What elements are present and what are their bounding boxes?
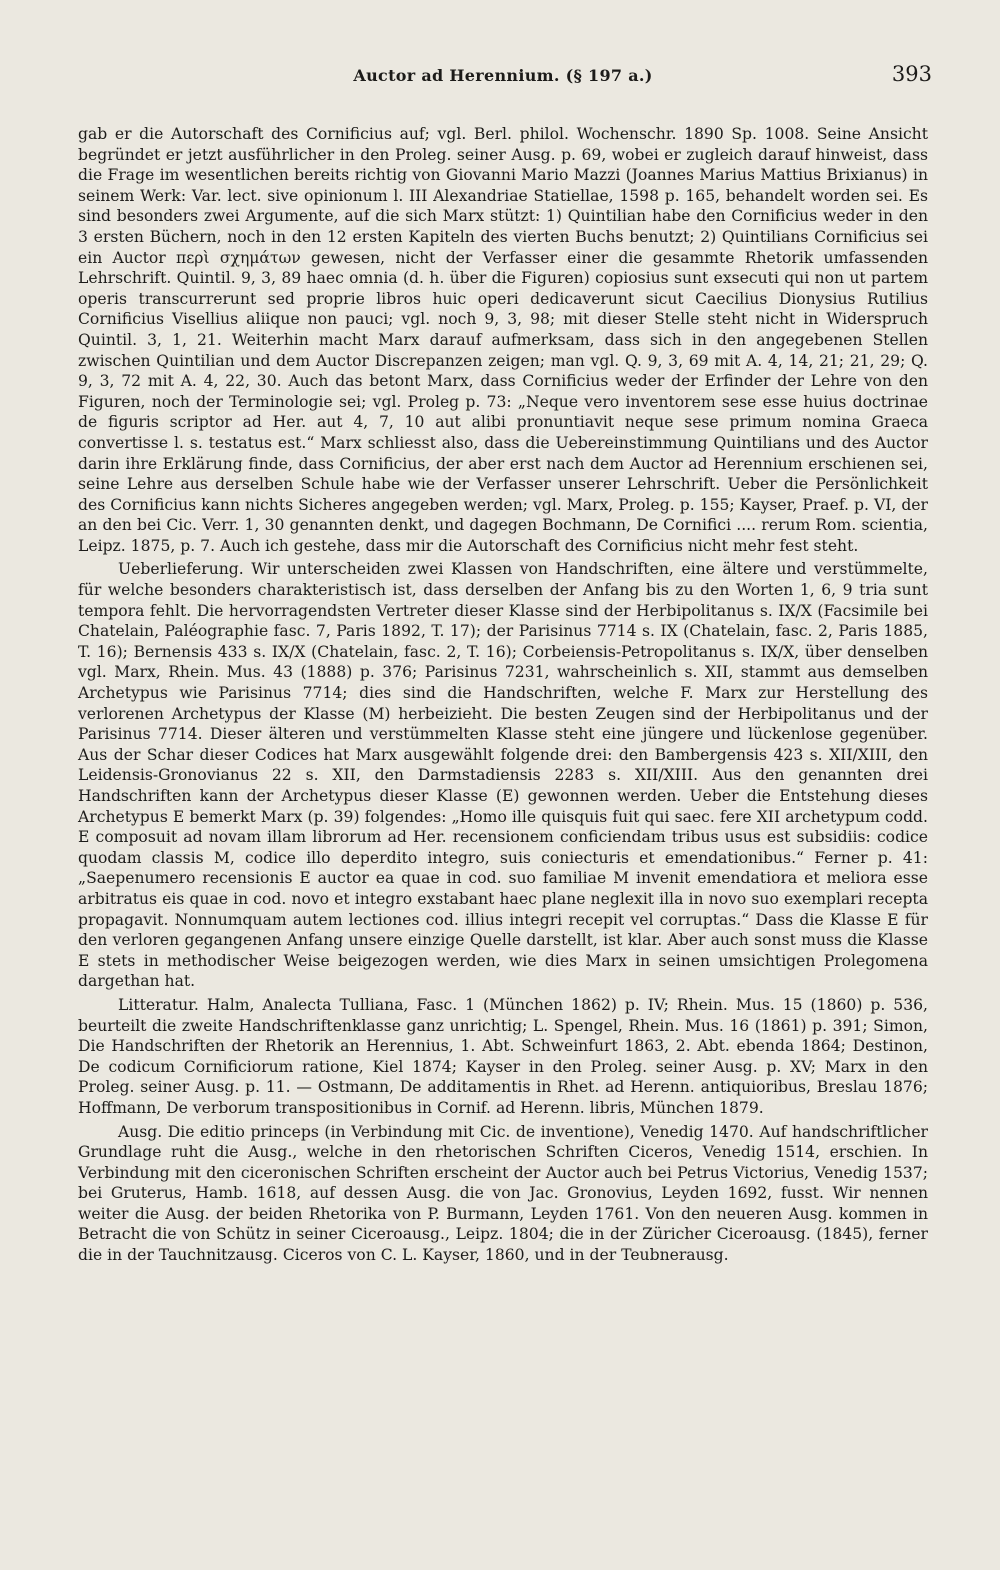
page-header — [78, 60, 932, 100]
paragraph-ueberlieferung: Ueberlieferung. Wir unterscheiden zwei Klassen von Handschriften, eine ältere und verstümmelte, für welche besonders charakteristisch ist, dass derselben der Anfang bis zu den Worten 1, 6, 9 tria sunt tempora fehlt. Die hervorragendsten Vertreter dieser Klasse sind der Herbipolitanus s. IX/X (Facsimile bei Chatelain, Paléographie fasc. 7, Paris 1892, T. 17); der Parisinus 7714 s. IX (Chatelain, fasc. 2, Paris 1885, T. 16); Bernensis 433 s. IX/X (Chatelain, fasc. 2, T. 16); Corbeiensis-Petropolitanus s. IX/X, über denselben vgl. Marx, Rhein. Mus. 43 (1888) p. 376; Parisinus 7231, wahrscheinlich s. XII, stammt aus demselben Archetypus wie Parisinus 7714; dies sind die Handschriften, welche F. Marx zur Herstellung des verlorenen Archetypus der Klasse (M) herbeizieht. Die besten Zeugen sind der Herbipolitanus und der Parisinus 7714. Dieser älteren und verstümmelten Klasse steht eine jüngere und lückenlose gegenüber. Aus der Schar dieser Codices hat Marx ausgewählt folgende drei: den Bambergensis 423 s. XII/XIII, den Leidensis-Gronovianus 22 s. XII, den Darmstadiensis 2283 s. XII/XIII. Aus den genannten drei Handschriften kann der Archetypus dieser Klasse (E) gewonnen werden. Ueber die Entstehung dieses Archetypus E bemerkt Marx (p. 39) folgendes: „Homo ille quisquis fuit qui saec. fere XII archetypum codd. E composuit ad novam illam librorum ad Her. recensionem conficiendam tribus usus est subsidiis: codice quodam classis M, codice illo deperdito integro, suis coniecturis et emendationibus.“ Ferner p. 41: „Saepenumero recensionis E auctor ea quae in cod. suo familiae M invenit emendatiora et meliora esse arbitratus eis quae in cod. novo et integro exstabant haec plane neglexit illa in novo suo exemplari recepta propagavit. Nonnumquam autem lectiones cod. illius integri recepit vel corruptas.“ Dass die Klasse E für den verloren gegangenen Anfang unsere einzige Quelle darstellt, ist klar. Aber auch sonst muss die Klasse E stets in methodischer Weise beigezogen werden, wie dies Marx in seinen umsichtigen Prolegomena dargethan hat. — [78, 560, 928, 991]
paragraph-litteratur: Litteratur. Halm, Analecta Tulliana, Fasc. 1 (München 1862) p. IV; Rhein. Mus. 15 (1860) p. 536, beurteilt die zweite Handschriftenklasse ganz unrichtig; L. Spengel, Rhein. Mus. 16 (1861) p. 391; Simon, Die Handschriften der Rhetorik an Herennius, 1. Abt. Schweinfurt 1863, 2. Abt. ebenda 1864; Destinon, De codicum Cornificiorum ratione, Kiel 1874; Kayser in den Proleg. seiner Ausg. p. XV; Marx in den Proleg. seiner Ausg. p. 11. — Ostmann, De additamentis in Rhet. ad Herenn. antiquioribus, Breslau 1876; Hoffmann, De verborum transpositionibus in Cornif. ad Herenn. libris, München 1879. — [78, 995, 928, 1117]
running-head: Auctor ad Herennium. (§ 197 a.) — [353, 66, 653, 85]
paragraph-cornificius: gab er die Autorschaft des Cornificius auf; vgl. Berl. philol. Wochenschr. 1890 Sp. 1008. Seine Ansicht begründet er jetzt ausführlicher in den Proleg. seiner Ausg. p. 69, wobei er zugleich darauf hinweist, dass die Frage im wesentlichen bereits richtig von Giovanni Mario Mazzi (Joannes Marius Mattius Brixianus) in seinem Werk: Var. lect. sive opinionum l. III Alexandriae Statiellae, 1598 p. 165, behandelt worden sei. Es sind besonders zwei Argumente, auf die sich Marx stützt: 1) Quintilian habe den Cornificius weder in den 3 ersten Büchern, noch in den 12 ersten Kapiteln des vierten Buchs benutzt; 2) Quintilians Cornificius sei ein Auctor περὶ σχημάτων gewesen, nicht der Verfasser einer die gesammte Rhetorik umfassenden Lehrschrift. Quintil. 9, 3, 89 haec omnia (d. h. über die Figuren) copiosius sunt exsecuti qui non ut partem operis transcurrerunt sed proprie libros huic operi dedicaverunt sicut Caecilius Dionysius Rutilius Cornificius Visellius aliique non pauci; vgl. noch 9, 3, 98; mit dieser Stelle steht nicht in Widerspruch Quintil. 3, 1, 21. Weiterhin macht Marx darauf aufmerksam, dass sich in den angegebenen Stellen zwischen Quintilian und dem Auctor Discrepanzen zeigen; man vgl. Q. 9, 3, 69 mit A. 4, 14, 21; 21, 29; Q. 9, 3, 72 mit A. 4, 22, 30. Auch das betont Marx, dass Cornificius weder der Erfinder der Lehre von den Figuren, noch der Terminologie sei; vgl. Proleg p. 73: „Neque vero inventorem sese esse huius doctrinae de figuris scriptor ad Her. aut 4, 7, 10 aut alibi pronuntiavit neque sese primum nomina Graeca convertisse l. s. testatus est.“ Marx schliesst also, dass die Uebereinstimmung Quintilians und des Auctor darin ihre Erklärung finde, dass Cornificius, der aber erst nach dem Auctor ad Herennium erschienen sei, seine Lehre aus derselben Schule habe wie der Verfasser unserer Lehrschrift. Ueber die Persönlichkeit des Cornificius kann nichts Sicheres angegeben werden; vgl. Marx, Proleg. p. 155; Kayser, Praef. p. VI, der an den bei Cic. Verr. 1, 30 genannten denkt, und dagegen Bochmann, De Cornifici .... rerum Rom. scientia, Leipz. 1875, p. 7. Auch ich gestehe, dass mir die Autorschaft des Cornificius nicht mehr fest steht. — [78, 125, 928, 555]
body-text — [78, 124, 928, 1266]
page-number: 393 — [891, 62, 932, 86]
paragraph-ausgaben: Ausg. Die editio princeps (in Verbindung mit Cic. de inventione), Venedig 1470. Auf handschriftlicher Grundlage ruht die Ausg., welche in den rhetorischen Schriften Ciceros, Venedig 1514, erschien. In Verbindung mit den ciceronischen Schriften erscheint der Auctor auch bei Petrus Victorius, Venedig 1537; bei Gruterus, Hamb. 1618, auf dessen Ausg. die von Jac. Gronovius, Leyden 1692, fusst. Wir nennen weiter die Ausg. der beiden Rhetorika von P. Burmann, Leyden 1761. Von den neueren Ausg. kommen in Betracht die von Schütz in seiner Ciceroausg., Leipz. 1804; die in der Züricher Ciceroausg. (1845), ferner die in der Tauchnitzausg. Ciceros von C. L. Kayser, 1860, und in der Teubnerausg. — [78, 1122, 928, 1265]
